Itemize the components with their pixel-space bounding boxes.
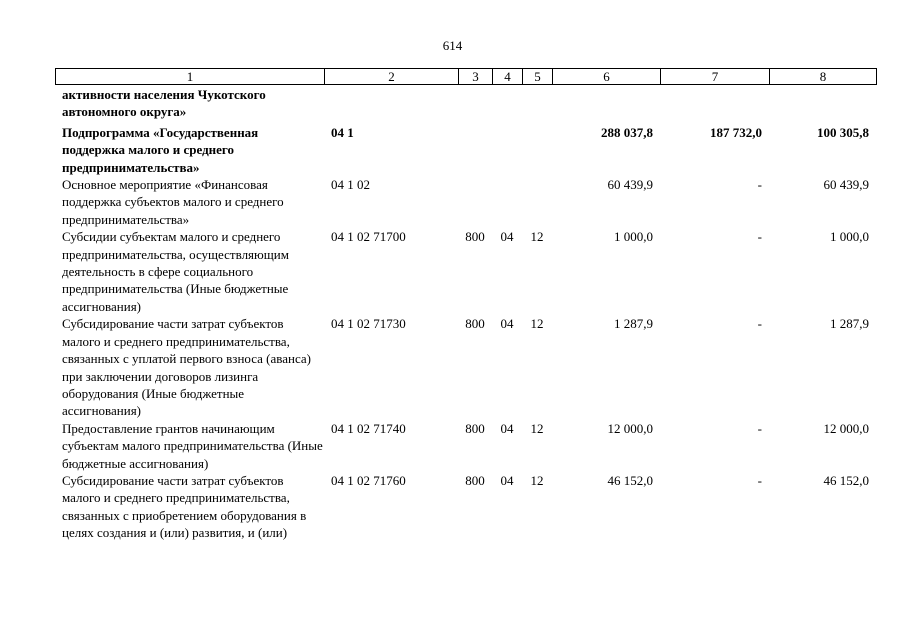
page-number: 614 bbox=[442, 38, 463, 53]
row-sum-total: 60 439,9 bbox=[607, 177, 653, 193]
row-sum-total: 1 000,0 bbox=[614, 229, 653, 245]
row-subsection bbox=[522, 121, 552, 176]
column-header-7: 7 bbox=[661, 69, 770, 85]
row-sum-total: 46 152,0 bbox=[607, 472, 653, 488]
row-code bbox=[324, 86, 458, 121]
column-header-table bbox=[55, 68, 877, 85]
table-row bbox=[55, 315, 876, 419]
row-sum-col7: 187 732,0 bbox=[710, 124, 762, 140]
row-section bbox=[492, 176, 522, 228]
row-code: 04 1 bbox=[331, 124, 354, 140]
row-sum-col8: 1 000,0 bbox=[830, 229, 869, 245]
row-expense-type bbox=[458, 176, 492, 228]
row-sum-col8 bbox=[769, 86, 876, 121]
table-row bbox=[55, 228, 876, 315]
row-sum-col7: - bbox=[757, 420, 762, 436]
row-sum-col8: 1 287,9 bbox=[830, 316, 869, 332]
row-code: 04 1 02 bbox=[331, 177, 370, 193]
row-name: Субсидирование части затрат субъектов малого и среднего предпринимательства, связанных с уплатой первого взноса (аванса) при заключении договоров лизинга оборудования (Иные бюджетные ассигнования) bbox=[62, 316, 311, 419]
row-name: Подпрограмма «Государственная поддержка малого и среднего предпринимательства» bbox=[62, 124, 259, 175]
row-sum-total: 288 037,8 bbox=[601, 124, 653, 140]
row-subsection: 12 bbox=[530, 316, 544, 332]
row-sum-col7 bbox=[660, 86, 769, 121]
row-section bbox=[492, 86, 522, 121]
row-subsection: 12 bbox=[530, 420, 544, 436]
column-header-4: 4 bbox=[493, 69, 523, 85]
row-name: Предоставление грантов начинающим субъектам малого предпринимательства (Иные бюджетные ассигнования) bbox=[62, 420, 323, 471]
row-sum-total: 12 000,0 bbox=[607, 420, 653, 436]
column-header-2: 2 bbox=[325, 69, 459, 85]
row-name: Субсидии субъектам малого и среднего предпринимательства, осуществляющим деятельность в сфере социального предпринимательства (Иные бюджетные ассигнования) bbox=[62, 229, 289, 314]
column-header-6: 6 bbox=[553, 69, 661, 85]
row-expense-type: 800 bbox=[465, 472, 485, 488]
row-code: 04 1 02 71740 bbox=[331, 420, 406, 436]
row-sum-col8: 46 152,0 bbox=[823, 472, 869, 488]
row-subsection bbox=[522, 86, 552, 121]
column-header-row bbox=[56, 69, 877, 85]
row-sum-col7: - bbox=[757, 472, 762, 488]
row-sum-col8: 100 305,8 bbox=[817, 124, 869, 140]
row-subsection bbox=[522, 176, 552, 228]
table-row bbox=[55, 420, 876, 472]
row-expense-type: 800 bbox=[465, 229, 485, 245]
row-name: Основное мероприятие «Финансовая поддержка субъектов малого и среднего предпринимательства» bbox=[62, 177, 284, 227]
column-header-8: 8 bbox=[770, 69, 877, 85]
row-code: 04 1 02 71700 bbox=[331, 229, 406, 245]
column-header-1: 1 bbox=[56, 69, 325, 85]
column-header-5: 5 bbox=[523, 69, 553, 85]
row-section: 04 bbox=[500, 420, 514, 436]
budget-table bbox=[55, 86, 876, 542]
table-row bbox=[55, 86, 876, 121]
table-row bbox=[55, 176, 876, 228]
row-sum-col8: 12 000,0 bbox=[823, 420, 869, 436]
row-subsection: 12 bbox=[530, 472, 544, 488]
column-header-3: 3 bbox=[459, 69, 493, 85]
row-name: активности населения Чукотского автономного округа» bbox=[62, 87, 266, 120]
row-section: 04 bbox=[500, 229, 514, 245]
row-code: 04 1 02 71760 bbox=[331, 472, 406, 488]
row-subsection: 12 bbox=[530, 229, 544, 245]
row-sum-col8: 60 439,9 bbox=[823, 177, 869, 193]
table-row bbox=[55, 121, 876, 176]
row-expense-type: 800 bbox=[465, 316, 485, 332]
row-expense-type bbox=[458, 86, 492, 121]
row-sum-total bbox=[552, 86, 660, 121]
row-section: 04 bbox=[500, 472, 514, 488]
row-expense-type bbox=[458, 121, 492, 176]
row-section bbox=[492, 121, 522, 176]
row-section: 04 bbox=[500, 316, 514, 332]
row-code: 04 1 02 71730 bbox=[331, 316, 406, 332]
row-sum-col7: - bbox=[757, 316, 762, 332]
row-sum-col7: - bbox=[757, 177, 762, 193]
row-name: Субсидирование части затрат субъектов малого и среднего предпринимательства, связанных с приобретением оборудования в целях создания и (или) развития, и (или) bbox=[62, 472, 307, 541]
row-sum-total: 1 287,9 bbox=[614, 316, 653, 332]
table-row bbox=[55, 472, 876, 542]
row-expense-type: 800 bbox=[465, 420, 485, 436]
row-sum-col7: - bbox=[757, 229, 762, 245]
